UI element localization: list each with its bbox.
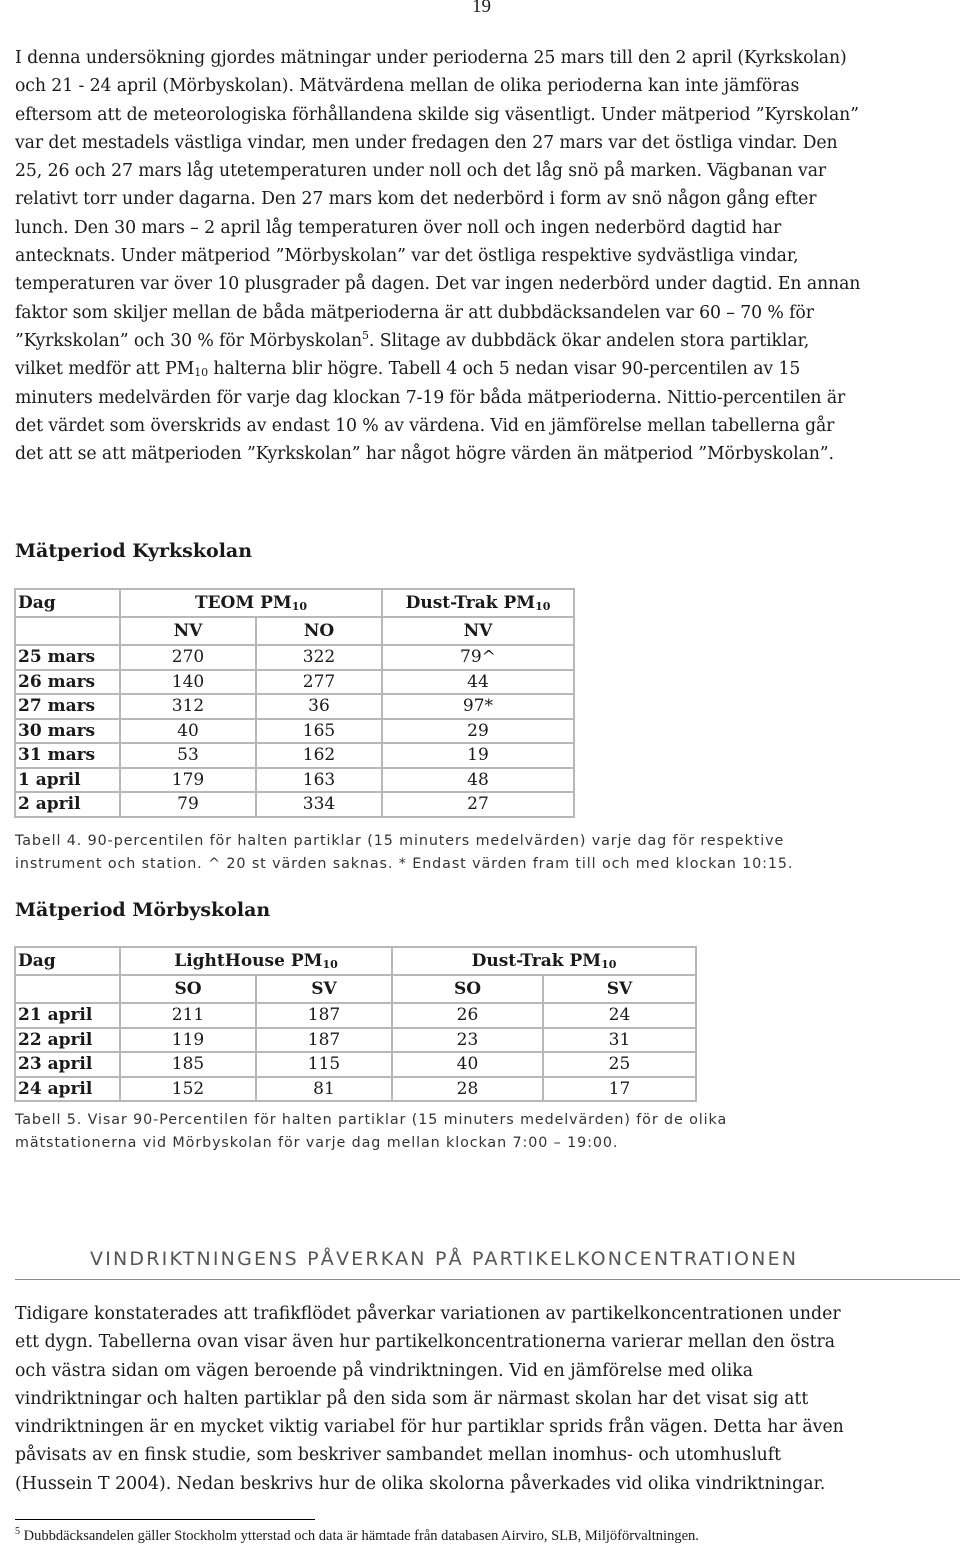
subheader-cell: NO (256, 617, 382, 645)
header-teom: TEOM $PM_{10}$ (120, 589, 382, 617)
value-cell: 140 (120, 670, 256, 695)
table-header-row (15, 947, 696, 975)
table1-heading: Mätperiod Kyrkskolan (15, 540, 253, 562)
header-day: Dag (15, 589, 120, 617)
subheader-cell: SO (392, 975, 543, 1003)
value-cell: 187 (256, 1028, 392, 1053)
value-cell: 152 (120, 1077, 256, 1102)
value-cell: 163 (256, 768, 382, 793)
table-kyrkskolan (14, 588, 575, 818)
value-cell: 27 (382, 792, 574, 817)
value-cell: 53 (120, 743, 256, 768)
header-day: Dag (15, 947, 120, 975)
table-row (15, 768, 574, 793)
value-cell: 277 (256, 670, 382, 695)
table-row (15, 743, 574, 768)
value-cell: 187 (256, 1003, 392, 1028)
footnote-mark: 5 (15, 1526, 20, 1537)
text-line: var det mestadels västliga vindar, men under fredagen den 27 mars var det östliga vindar. Den (15, 132, 838, 153)
caption-line: instrument och station. ^ 20 st värden saknas. * Endast värden fram till och med klockan 10:15. (15, 855, 794, 872)
chapter-divider (15, 1279, 960, 1280)
text-line: eftersom att de meteorologiska förhållandena skilde sig väsentligt. Under mätperiod ”Kyrskolan” (15, 104, 859, 125)
value-cell: 97* (382, 694, 574, 719)
header-empty (15, 975, 120, 1003)
value-cell: 48 (382, 768, 574, 793)
day-cell: 23 april (15, 1052, 120, 1077)
footnote-text: Dubbdäcksandelen gäller Stockholm ytterstad och data är hämtade från databasen Airviro, SLB, Miljöförvaltningen. (20, 1527, 699, 1544)
subheader-cell: NV (382, 617, 574, 645)
table-row (15, 645, 574, 670)
table-subheader-row (15, 617, 574, 645)
day-cell: 1 april (15, 768, 120, 793)
value-cell: 270 (120, 645, 256, 670)
value-cell: 17 (543, 1077, 696, 1102)
text-line: och 21 - 24 april (Mörbyskolan). Mätvärdena mellan de olika perioderna kan inte jämföras (15, 76, 800, 97)
header-dusttrak: Dust-Trak $PM_{10}$ (382, 589, 574, 617)
day-cell: 25 mars (15, 645, 120, 670)
day-cell: 24 april (15, 1077, 120, 1102)
table-row (15, 1077, 696, 1102)
table-row (15, 694, 574, 719)
text-line: (Hussein T 2004). Nedan beskrivs hur de olika skolorna påverkades vid olika vindriktningar. (15, 1473, 826, 1494)
value-cell: 115 (256, 1052, 392, 1077)
value-cell: 29 (382, 719, 574, 744)
footnote-divider (15, 1519, 315, 1520)
footnote (15, 1526, 699, 1545)
intro-paragraph (15, 44, 960, 468)
table-row (15, 1003, 696, 1028)
table-row (15, 670, 574, 695)
value-cell: 79 (120, 792, 256, 817)
value-cell: 312 (120, 694, 256, 719)
value-cell: 28 (392, 1077, 543, 1102)
table-row (15, 1028, 696, 1053)
header-dusttrak: Dust-Trak $PM_{10}$ (392, 947, 696, 975)
subheader-cell: SO (120, 975, 256, 1003)
table4-caption (15, 830, 793, 875)
value-cell: 165 (256, 719, 382, 744)
value-cell: 40 (392, 1052, 543, 1077)
value-cell: 334 (256, 792, 382, 817)
value-cell: 31 (543, 1028, 696, 1053)
table-subheader-row (15, 975, 696, 1003)
value-cell: 322 (256, 645, 382, 670)
value-cell: 19 (382, 743, 574, 768)
value-cell: 79^ (382, 645, 574, 670)
text-line: 25, 26 och 27 mars låg utetemperaturen under noll och det låg snö på marken. Vägbanan var (15, 161, 827, 182)
value-cell: 24 (543, 1003, 696, 1028)
text-line: temperaturen var över 10 plusgrader på dagen. Det var ingen nederbörd under dagtid. En annan (15, 274, 861, 295)
day-cell: 31 mars (15, 743, 120, 768)
text-line: faktor som skiljer mellan de båda mätperioderna är att dubbdäcksandelen var 60 – 70 % för (15, 302, 814, 323)
subheader-cell: NV (120, 617, 256, 645)
page-number: 19 (472, 0, 491, 17)
value-cell: 162 (256, 743, 382, 768)
text-line: minuters medelvärden för varje dag klockan 7-19 för båda mätperioderna. Nittio-percentilen är (15, 387, 846, 408)
value-cell: 119 (120, 1028, 256, 1053)
caption-line: Tabell 4. 90-percentilen för halten partiklar (15 minuters medelvärden) varje dag för respektive (15, 833, 785, 849)
text-line: påvisats av en finsk studie, som beskriver sambandet mellan inomhus- och utomhusluft (15, 1445, 782, 1466)
day-cell: 27 mars (15, 694, 120, 719)
subheader-cell: SV (543, 975, 696, 1003)
subheader-cell: SV (256, 975, 392, 1003)
text-line: relativt torr under dagarna. Den 27 mars kom det nederbörd i form av snö någon gång efter (15, 189, 817, 210)
text-line: ”Kyrkskolan” och 30 % för Mörbyskolan$^5$. Slitage av dubbdäck ökar andelen stora partiklar, (15, 329, 810, 351)
value-cell: 25 (543, 1052, 696, 1077)
footnote-reference[interactable]: 5 (362, 329, 369, 343)
text-line: och västra sidan om vägen beroende på vindriktningen. Vid en jämförelse med olika (15, 1360, 754, 1381)
value-cell: 26 (392, 1003, 543, 1028)
text-line: lunch. Den 30 mars – 2 april låg temperaturen över noll och ingen nederbörd dagtid har (15, 217, 782, 238)
text-line: det värdet som överskrids av endast 10 % av värdena. Vid en jämförelse mellan tabellerna går (15, 415, 835, 436)
table-row (15, 1052, 696, 1077)
table-row (15, 792, 574, 817)
text-line: ett dygn. Tabellerna ovan visar även hur partikelkoncentrationerna varierar mellan den östra (15, 1332, 836, 1353)
table5-caption (15, 1109, 727, 1154)
value-cell: 23 (392, 1028, 543, 1053)
text-line: vindriktningen är en mycket viktig variabel för hur partiklar sprids från vägen. Detta har även (15, 1417, 844, 1438)
day-cell: 26 mars (15, 670, 120, 695)
value-cell: 185 (120, 1052, 256, 1077)
text-line: antecknats. Under mätperiod ”Mörbyskolan” var det östliga respektive sydvästliga vindar, (15, 246, 799, 267)
value-cell: 211 (120, 1003, 256, 1028)
header-empty (15, 617, 120, 645)
text-line: Tidigare konstaterades att trafikflödet påverkar variationen av partikelkoncentrationen under (15, 1304, 841, 1324)
caption-line: mätstationerna vid Mörbyskolan för varje dag mellan klockan 7:00 – 19:00. (15, 1134, 619, 1151)
value-cell: 44 (382, 670, 574, 695)
value-cell: 81 (256, 1077, 392, 1102)
day-cell: 2 april (15, 792, 120, 817)
value-cell: 40 (120, 719, 256, 744)
table-morbyskolan (14, 946, 697, 1102)
table-row (15, 719, 574, 744)
day-cell: 22 april (15, 1028, 120, 1053)
text-line: det att se att mätperioden ”Kyrkskolan” har något högre värden än mätperiod ”Mörbyskolan”. (15, 444, 834, 465)
value-cell: 179 (120, 768, 256, 793)
day-cell: 30 mars (15, 719, 120, 744)
day-cell: 21 april (15, 1003, 120, 1028)
caption-line: Tabell 5. Visar 90-Percentilen för halten partiklar (15 minuters medelvärden) för de olika (15, 1112, 728, 1128)
text-line: I denna undersökning gjordes mätningar under perioderna 25 mars till den 2 april (Kyrkskolan) (15, 48, 847, 68)
text-line: vilket medför att $PM_{10}$ halterna blir högre. Tabell 4 och 5 nedan visar 90-percentilen av 15 (15, 359, 801, 380)
table2-heading: Mätperiod Mörbyskolan (15, 899, 271, 921)
wind-direction-paragraph (15, 1300, 960, 1498)
chapter-heading: VINDRIKTNINGENS PÅVERKAN PÅ PARTIKELKONCENTRATIONEN (90, 1248, 799, 1270)
value-cell: 36 (256, 694, 382, 719)
header-lighthouse: LightHouse $PM_{10}$ (120, 947, 392, 975)
table-header-row (15, 589, 574, 617)
text-line: vindriktningar och halten partiklar på den sida som är närmast skolan har det visat sig att (15, 1388, 809, 1409)
